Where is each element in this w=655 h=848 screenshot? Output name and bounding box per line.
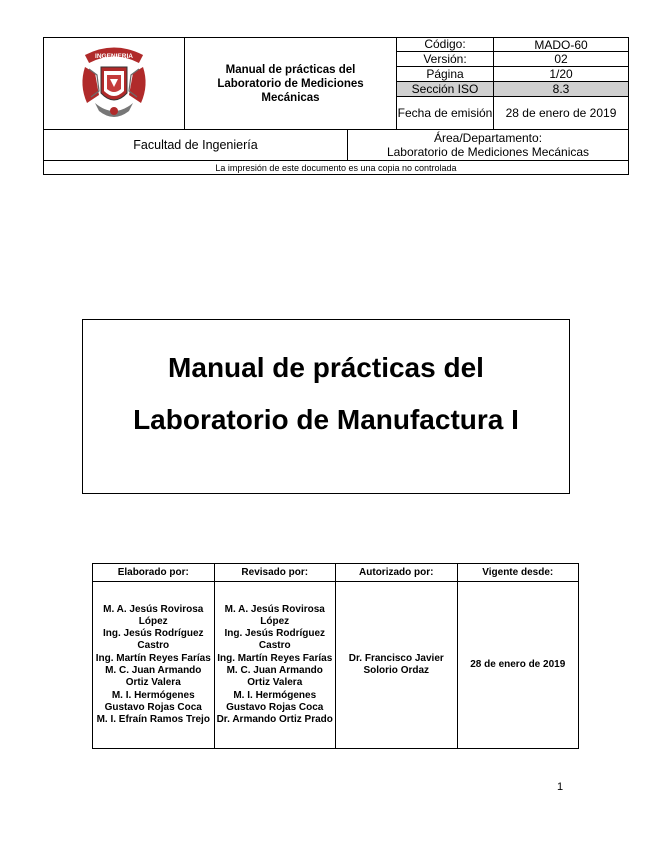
meta-value: 28 de enero de 2019	[505, 106, 617, 120]
page-number: 1	[557, 781, 564, 793]
approval-header-row	[93, 564, 579, 582]
elaborado-name: M. I. Efraín Ramos Trejo	[96, 714, 210, 726]
main-title-line-2: Laboratorio de Manufactura I	[133, 404, 519, 435]
meta-row-pagina	[397, 67, 628, 82]
revisado-name: M. A. Jesús Rovirosa López	[224, 603, 325, 627]
meta-value: MADO-60	[534, 37, 588, 52]
elaborado-name: M. C. Juan Armando Ortiz Valera	[105, 665, 202, 689]
header-document-title: Manual de prácticas del Laboratorio de Mediciones Mecánicas	[185, 38, 397, 129]
meta-label: Página	[397, 67, 494, 81]
meta-label: Código:	[397, 38, 494, 51]
revisado-name: Ing. Jesús Rodríguez Castro	[224, 628, 326, 652]
logo-cell	[44, 38, 185, 129]
autorizado-cell: Dr. Francisco Javier Solorio Ordaz	[336, 582, 458, 749]
elaborado-name: M. I. Hermógenes Gustavo Rojas Coca	[104, 689, 202, 713]
header-elaborado: Elaborado por:	[93, 564, 215, 582]
area-department	[348, 130, 628, 160]
area-label: Área/Departamento:	[433, 131, 543, 145]
main-title-box	[82, 319, 570, 494]
main-title-line-1: Manual de prácticas del	[168, 352, 484, 383]
elaborado-name: Ing. Jesús Rodríguez Castro	[102, 628, 204, 652]
revisado-cell	[214, 582, 336, 749]
revisado-name: Ing. Martín Reyes Farías	[217, 652, 333, 664]
uncontrolled-copy-notice: La impresión de este documento es una copia no controlada	[44, 160, 628, 175]
document-meta	[397, 38, 628, 129]
elaborado-cell	[93, 582, 215, 749]
meta-label: Versión:	[397, 52, 494, 66]
meta-value: 8.3	[494, 82, 628, 96]
vigente-cell: 28 de enero de 2019	[457, 582, 579, 749]
header-autorizado: Autorizado por:	[336, 564, 458, 582]
meta-row-version	[397, 52, 628, 67]
meta-row-seccion-iso	[397, 82, 628, 97]
elaborado-name: Ing. Martín Reyes Farías	[95, 652, 211, 664]
faculty-seal-logo	[77, 45, 151, 123]
header-revisado: Revisado por:	[214, 564, 336, 582]
meta-row-codigo	[397, 38, 628, 52]
approval-row	[93, 582, 579, 749]
elaborado-name: M. A. Jesús Rovirosa López	[103, 603, 204, 627]
document-header	[43, 37, 629, 175]
revisado-name: M. I. Hermógenes Gustavo Rojas Coca	[226, 689, 324, 713]
meta-label: Sección ISO	[397, 82, 494, 96]
approval-table	[92, 563, 579, 749]
faculty-name: Facultad de Ingeniería	[44, 130, 348, 160]
meta-row-fecha-emision	[397, 97, 628, 129]
header-vigente: Vigente desde:	[457, 564, 579, 582]
area-value: Laboratorio de Mediciones Mecánicas	[386, 145, 590, 159]
meta-value: 1/20	[549, 67, 573, 81]
revisado-name: M. C. Juan Armando Ortiz Valera	[226, 665, 323, 689]
revisado-name: Dr. Armando Ortiz Prado	[216, 714, 333, 726]
meta-value: 02	[554, 52, 568, 66]
header-faculty-row	[44, 129, 628, 160]
meta-label: Fecha de emisión	[397, 97, 494, 129]
logo-text: INGENIERIA	[95, 52, 133, 60]
